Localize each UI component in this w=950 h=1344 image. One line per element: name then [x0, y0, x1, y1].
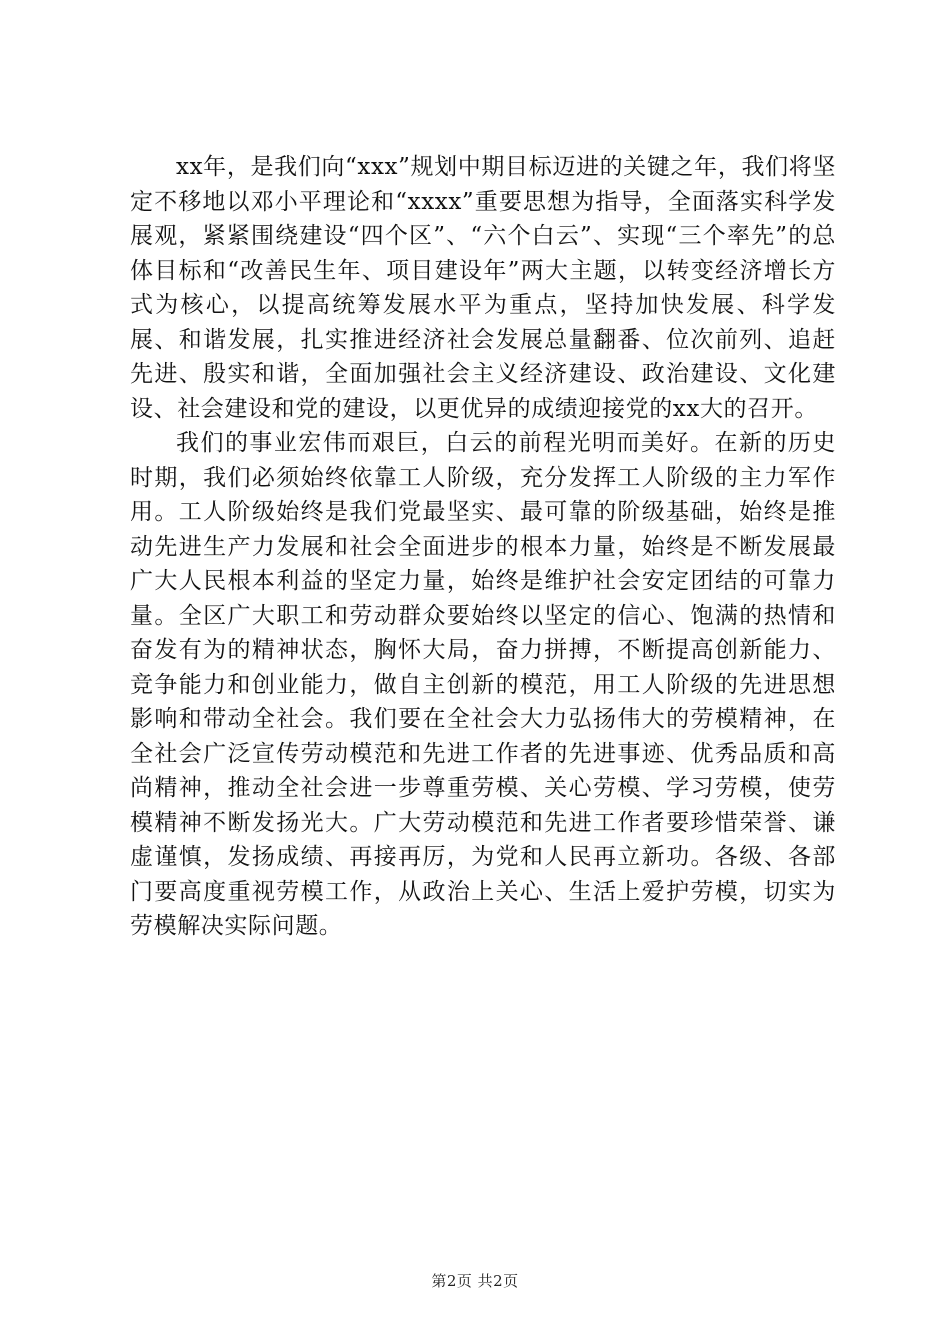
page-number-footer: 第2页 共2页 — [431, 1272, 519, 1290]
paragraph-2: 我们的事业宏伟而艰巨，白云的前程光明而美好。在新的历史时期，我们必须始终依靠工人阶级，充分发挥工人阶级的主力军作用。工人阶级始终是我们党最坚实、最可靠的阶级基础，始终是推动先进生产力发展和社会全面进步的根本力量，始终是不断发展最广大人民根本利益的坚定力量，始终是维护社会安定团结的可靠力量。全区广大职工和劳动群众要始终以坚定的信心、饱满的热情和奋发有为的精神状态，胸怀大局，奋力拼搏，不断提高创新能力、竞争能力和创业能力，做自主创新的模范，用工人阶级的先进思想影响和带动全社会。我们要在全社会大力弘扬伟大的劳模精神，在全社会广泛宣传劳动模范和先进工作者的先进事迹、优秀品质和高尚精神，推动全社会进一步尊重劳模、关心劳模、学习劳模，使劳模精神不断发扬光大。广大劳动模范和先进工作者要珍惜荣誉、谦虚谨慎，发扬成绩、再接再厉，为党和人民再立新功。各级、各部门要高度重视劳模工作，从政治上关心、生活上爱护劳模，切实为劳模解决实际问题。 — [130, 430, 836, 939]
paragraph-1: xx年，是我们向“xxx”规划中期目标迈进的关键之年，我们将坚定不移地以邓小平理论和“xxxx”重要思想为指导，全面落实科学发展观，紧紧围绕建设“四个区”、“六个白云”、实现“三个率先”的总体目标和“改善民生年、项目建设年”两大主题，以转变经济增长方式为核心，以提高统筹发展水平为重点，坚持加快发展、科学发展、和谐发展，扎实推进经济社会发展总量翻番、位次前列、追赶先进、殷实和谐，全面加强社会主义经济建设、政治建设、文化建设、社会建设和党的建设，以更优异的成绩迎接党的xx大的召开。 — [130, 154, 836, 422]
document-body — [130, 150, 836, 944]
